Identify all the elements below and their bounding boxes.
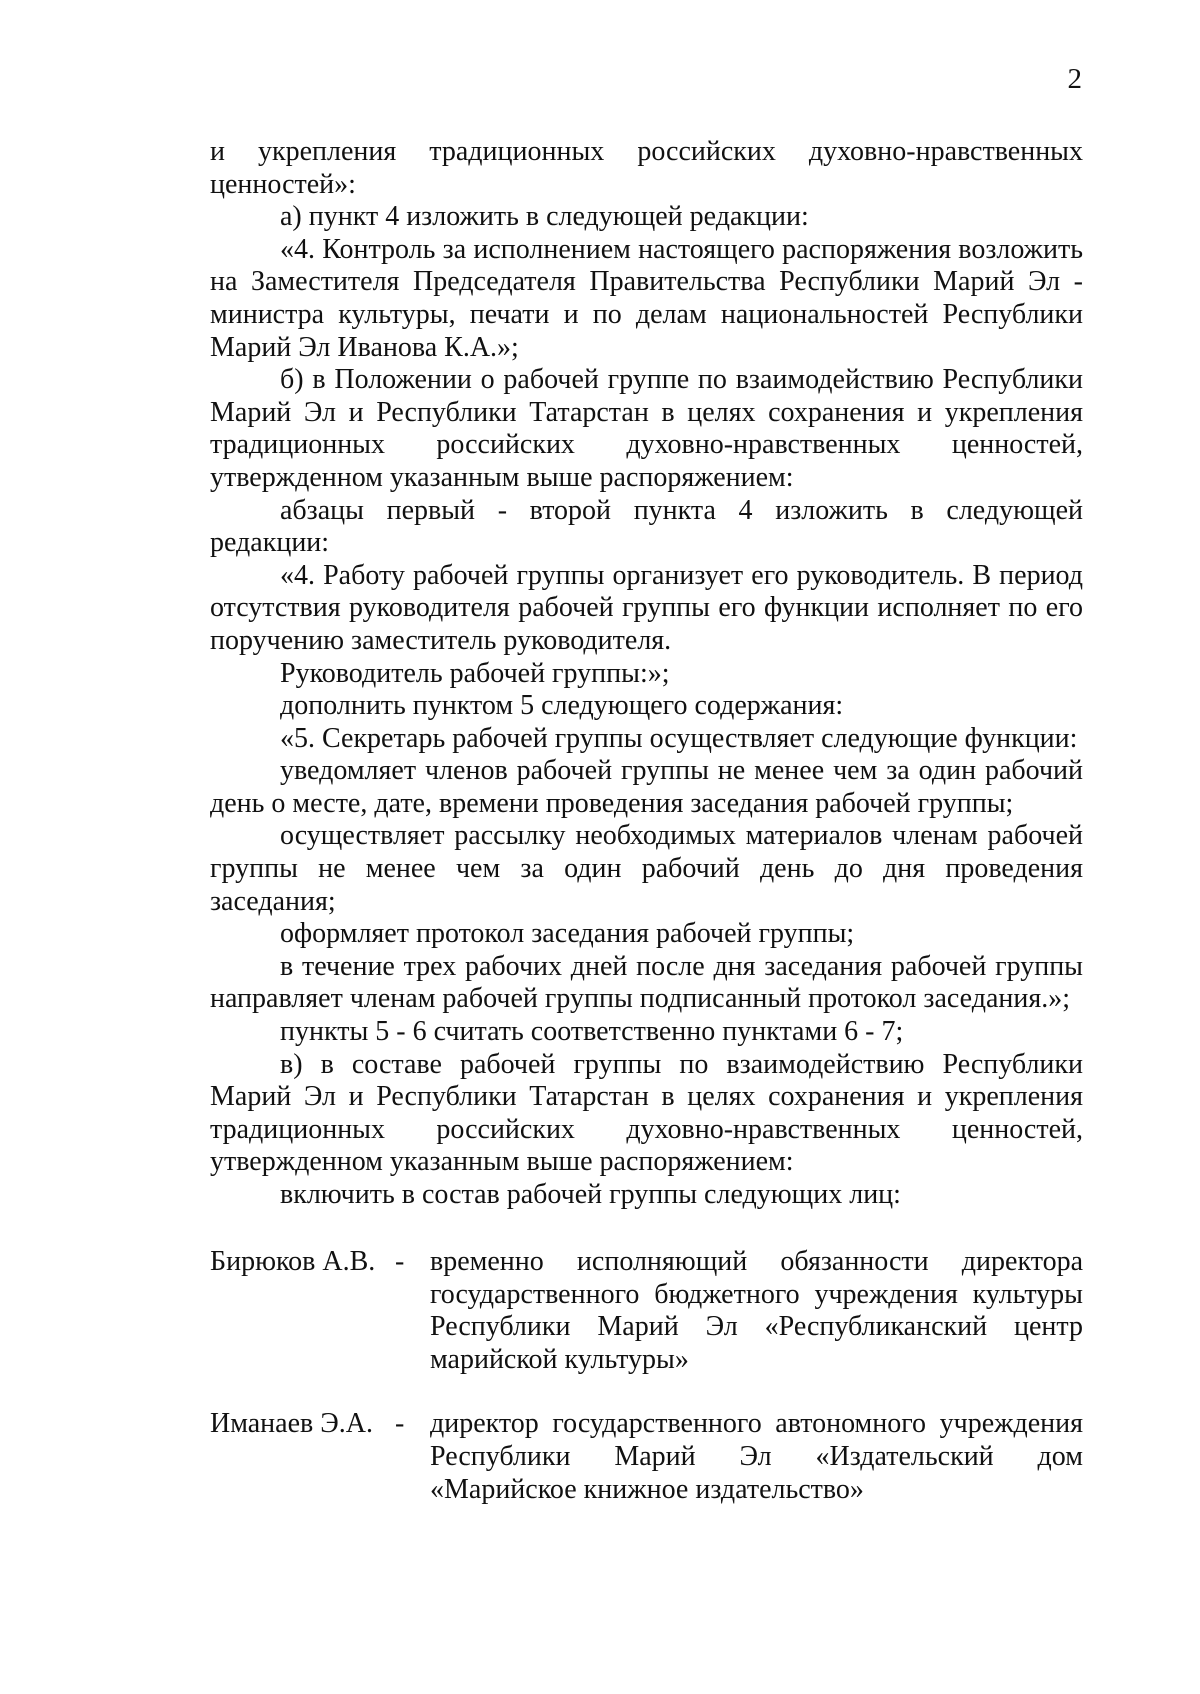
page-number: 2	[1067, 63, 1082, 95]
paragraph-include-members: включить в состав рабочей группы следующих лиц:	[280, 1179, 901, 1210]
member-entry	[210, 1408, 1083, 1506]
members-list	[210, 1246, 1083, 1506]
paragraph-send-protocol: в течение трех рабочих дней после дня заседания рабочей группы направляет членам рабочей группы подписанный протокол заседания.»;	[210, 950, 1083, 1015]
member-role: директор государственного автономного учреждения Республики Марий Эл «Издательский дом «Марийское книжное издательство»	[430, 1408, 1083, 1505]
member-role: временно исполняющий обязанности директора государственного бюджетного учреждения культуры Республики Марий Эл «Республиканский центр марийской культуры»	[430, 1246, 1083, 1375]
paragraph-abzacy: абзацы первый - второй пункта 4 изложить в следующей редакции:	[210, 494, 1083, 559]
paragraph-protocol: оформляет протокол заседания рабочей группы;	[280, 918, 855, 950]
paragraph-notify: уведомляет членов рабочей группы не менее чем за один рабочий день о месте, дате, времени проведения заседания рабочей группы;	[210, 755, 1083, 819]
paragraph-mailing: осуществляет рассылку необходимых материалов членам рабочей группы не менее чем за один рабочий день до дня проведения заседания;	[210, 820, 1083, 917]
paragraph-point-4-work: «4. Работу рабочей группы организует его руководитель. В период отсутствия руководителя рабочей группы его функции исполняет по его поручению заместитель руководителя.	[210, 559, 1083, 656]
paragraph-leader: Руководитель рабочей группы:»;	[280, 657, 670, 689]
member-name: Бирюков А.В.	[210, 1246, 376, 1277]
document-body	[210, 136, 1083, 1212]
member-entry	[210, 1246, 1083, 1376]
paragraph-point-4-text: «4. Контроль за исполнением настоящего распоряжения возложить на Заместителя Председателя Правительства Республики Марий Эл - министра культуры, печати и по делам национальностей Республики Марий Эл Иванова К.А.»;	[210, 233, 1083, 363]
paragraph-renumber: пункты 5 - 6 считать соответственно пунктами 6 - 7;	[280, 1016, 904, 1048]
paragraph-add-point-5: дополнить пунктом 5 следующего содержания:	[280, 690, 844, 722]
member-dash: -	[395, 1408, 405, 1440]
paragraph-item-v: в) в составе рабочей группы по взаимодействию Республики Марий Эл и Республики Татарстан в целях сохранения и укрепления традиционных российских духовно-нравственных ценностей, утвержденном указанным выше распоряжением:	[210, 1048, 1083, 1178]
paragraph-item-a: а) пункт 4 изложить в следующей редакции:	[280, 201, 809, 233]
member-dash: -	[395, 1246, 405, 1277]
paragraph-secretary: «5. Секретарь рабочей группы осуществляет следующие функции:	[280, 722, 1078, 754]
member-name: Иманаев Э.А.	[210, 1408, 373, 1440]
paragraph-item-b: б) в Положении о рабочей группе по взаимодействию Республики Марий Эл и Республики Татарстан в целях сохранения и укрепления традиционных российских духовно-нравственных ценностей, утвержденном указанным выше распоряжением:	[210, 364, 1083, 493]
paragraph-continuation: и укрепления традиционных российских духовно-нравственных ценностей»:	[210, 136, 1083, 200]
